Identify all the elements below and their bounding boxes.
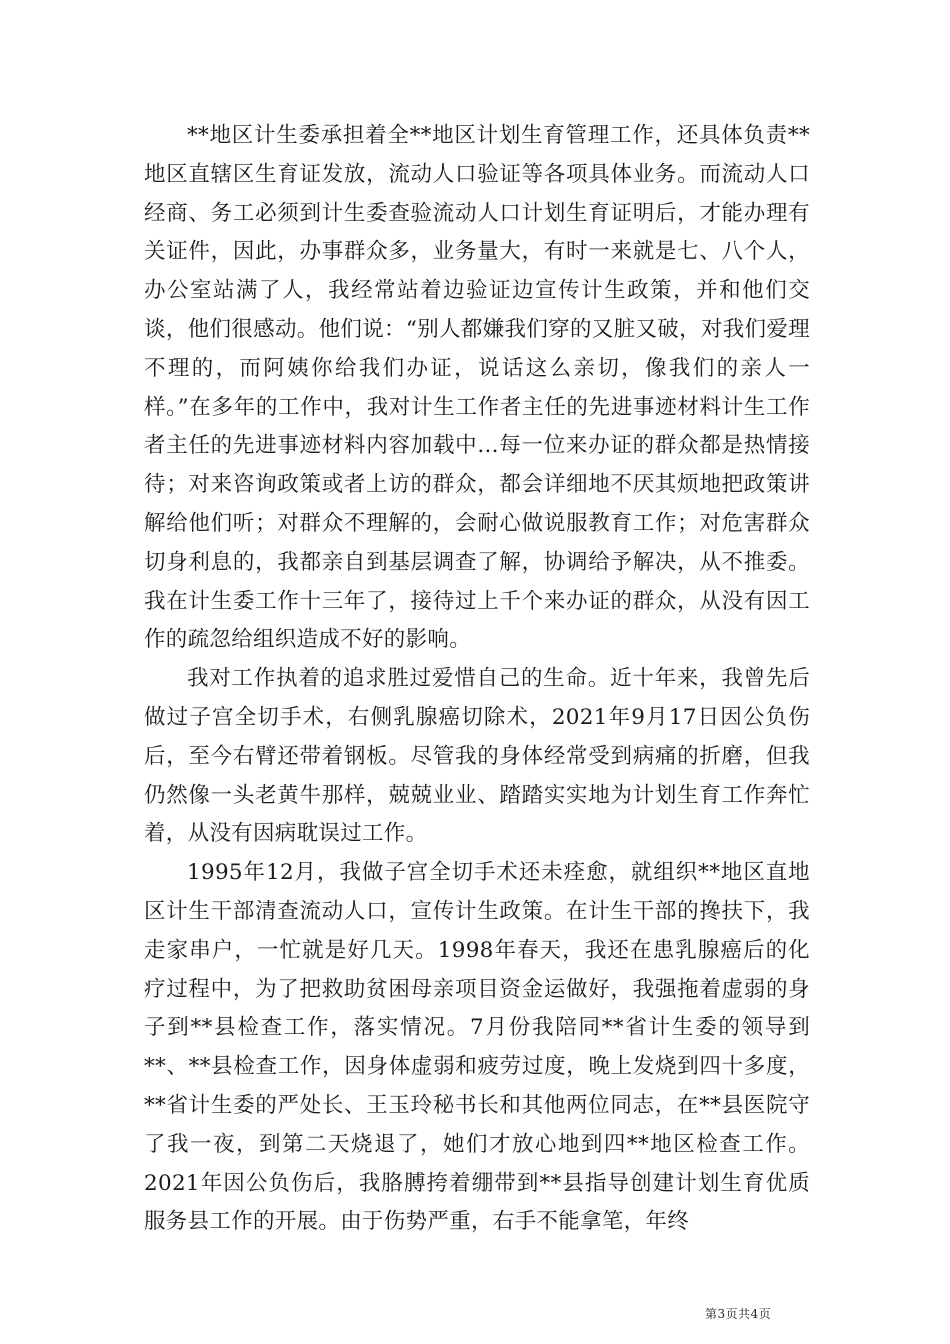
document-body [144,117,810,1242]
paragraph-2: 我对工作执着的追求胜过爱惜自己的生命。近十年来，我曾先后做过子宫全切手术，右侧乳腺癌切除术，2021年9月17日因公负伤后，至今右臂还带着钢板。尽管我的身体经常受到病痛的折磨，但我仍然像一头老黄牛那样，兢兢业业、踏踏实实地为计划生育工作奔忙着，从没有因病耽误过工作。 [144,666,810,847]
paragraph-1: **地区计生委承担着全**地区计划生育管理工作，还具体负责**地区直辖区生育证发放，流动人口验证等各项具体业务。而流动人口经商、务工必须到计生委查验流动人口计划生育证明后，才能办理有关证件，因此，办事群众多，业务量大，有时一来就是七、八个人，办公室站满了人，我经常站着边验证边宣传计生政策，并和他们交谈，他们很感动。他们说：“别人都嫌我们穿的又脏又破，对我们爱理不理的，而阿姨你给我们办证，说话这么亲切，像我们的亲人一样。”在多年的工作中，我对计生工作者主任的先进事迹材料计生工作者主任的先进事迹材料内容加载中...每一位来办证的群众都是热情接待；对来咨询政策或者上访的群众，都会详细地不厌其烦地把政策讲解给他们听；对群众不理解的，会耐心做说服教育工作；对危害群众切身利息的，我都亲自到基层调查了解，协调给予解决，从不推委。我在计生委工作十三年了，接待过上千个来办证的群众，从没有因工作的疏忽给组织造成不好的影响。 [144,123,810,653]
page-number: 第3页共4页 [705,1307,772,1321]
paragraph-3: 1995年12月，我做子宫全切手术还未痊愈，就组织**地区直地区计生干部清查流动人口，宣传计生政策。在计生干部的搀扶下，我走家串户，一忙就是好几天。1998年春天，我还在患乳腺癌后的化疗过程中，为了把救助贫困母亲项目资金运做好，我强拖着虚弱的身子到**县检查工作，落实情况。7月份我陪同**省计生委的领导到**、**县检查工作，因身体虚弱和疲劳过度，晚上发烧到四十多度，**省计生委的严处长、王玉玲秘书长和其他两位同志，在**县医院守了我一夜，到第二天烧退了，她们才放心地到四**地区检查工作。2021年因公负伤后，我胳膊挎着绷带到**县指导创建计划生育优质服务县工作的开展。由于伤势严重，右手不能拿笔，年终 [144,860,810,1235]
